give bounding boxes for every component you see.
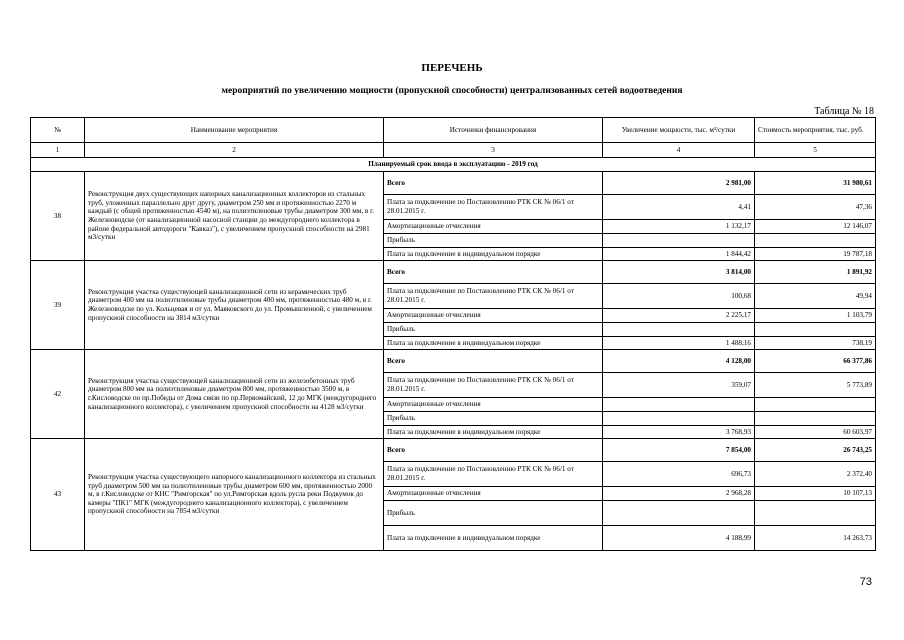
cost-value: 738,19 [755, 337, 876, 350]
measure-number: 42 [31, 350, 85, 439]
funding-source: Амортизационные отчисления [384, 220, 603, 234]
cost-value: 66 377,86 [755, 350, 876, 373]
column-header: Источники финансирования [384, 118, 603, 143]
capacity-value: 100,68 [603, 284, 755, 309]
cost-value [755, 412, 876, 426]
measure-name: Реконструкция двух существующих напорных канализационных коллекторов из стальных труб, уложенных параллельно друг другу, диаметром 250 мм и протяженностью 2270 м каждый (с общей протяженностью 4540 м), на полиэтиленовые трубы диаметром 300 мм, в г. Железноводске (от канализационной насосной станции до междугороднего коллектора в районе федеральной автодороги "Кавказ"), с увеличением пропускной способности на 2981 м3/сутки [85, 172, 384, 261]
capacity-value: 4 188,99 [603, 526, 755, 551]
capacity-value [603, 412, 755, 426]
column-number: 4 [603, 143, 755, 158]
capacity-value [603, 501, 755, 526]
cost-value: 49,94 [755, 284, 876, 309]
column-header: № [31, 118, 85, 143]
capacity-value: 2 981,00 [603, 172, 755, 195]
period-row [31, 158, 876, 172]
funding-source: Амортизационные отчисления [384, 487, 603, 501]
funding-source: Плата за подключение по Постановлению РТК СК № 06/1 от 28.01.2015 г. [384, 284, 603, 309]
cost-value: 14 263,73 [755, 526, 876, 551]
funding-source: Плата за подключение в индивидуальном порядке [384, 426, 603, 439]
column-number: 3 [384, 143, 603, 158]
table-row [31, 350, 876, 373]
capacity-value: 696,73 [603, 462, 755, 487]
capacity-value: 3 768,93 [603, 426, 755, 439]
funding-source: Плата за подключение по Постановлению РТК СК № 06/1 от 28.01.2015 г. [384, 373, 603, 398]
measure-number: 39 [31, 261, 85, 350]
funding-source: Плата за подключение в индивидуальном порядке [384, 337, 603, 350]
measures-table [30, 117, 876, 551]
measure-number: 43 [31, 439, 85, 551]
cost-value: 1 103,79 [755, 309, 876, 323]
page-number: 73 [859, 576, 872, 588]
measure-name: Реконструкция участка существующей канализационной сети из железобетонных труб диаметром 800 мм на полиэтиленовые диаметром 800 мм, протяженностью 3500 м, в г.Кисловодске по пр.Победы от Дома связи по пр.Первомайский, 12 до МГК (междугороднего канализационного коллектора), с увеличением пропускной способности на 4128 м3/сутки [85, 350, 384, 439]
funding-source: Всего [384, 350, 603, 373]
funding-source: Плата за подключение в индивидуальном порядке [384, 248, 603, 261]
cost-value: 19 787,18 [755, 248, 876, 261]
document-title: ПЕРЕЧЕНЬ [421, 62, 483, 74]
funding-source: Всего [384, 172, 603, 195]
table-row [31, 172, 876, 195]
period-label: Планируемый срок ввода в эксплуатацию - 2019 год [31, 158, 876, 172]
cost-value: 47,36 [755, 195, 876, 220]
funding-source: Амортизационные отчисления [384, 309, 603, 323]
cost-value: 26 743,25 [755, 439, 876, 462]
capacity-value: 7 854,00 [603, 439, 755, 462]
capacity-value: 3 814,00 [603, 261, 755, 284]
cost-value: 60 603,97 [755, 426, 876, 439]
cost-value: 1 891,92 [755, 261, 876, 284]
table-number: Таблица № 18 [814, 106, 874, 117]
column-number: 5 [755, 143, 876, 158]
funding-source: Прибыль [384, 323, 603, 337]
funding-source: Прибыль [384, 501, 603, 526]
capacity-value [603, 234, 755, 248]
measure-name: Реконструкция участка существующей канализационной сети из керамических труб диаметром 400 мм на полиэтиленовые трубы диаметром 400 мм, протяженностью 480 м, в г. Железноводске по ул. Кольцевая и от ул. Маяковского до ул. Промышленной, с увеличением пропускной способности на 3814 м3/сутки [85, 261, 384, 350]
column-header: Наименование мероприятия [85, 118, 384, 143]
cost-value [755, 501, 876, 526]
capacity-value: 1 844,42 [603, 248, 755, 261]
capacity-value: 2 225,17 [603, 309, 755, 323]
measure-number: 38 [31, 172, 85, 261]
funding-source: Плата за подключение по Постановлению РТК СК № 06/1 от 28.01.2015 г. [384, 195, 603, 220]
column-header: Увеличение мощности, тыс. м³/сутки [603, 118, 755, 143]
cost-value [755, 234, 876, 248]
capacity-value: 1 132,17 [603, 220, 755, 234]
cost-value [755, 398, 876, 412]
cost-value: 12 146,07 [755, 220, 876, 234]
cost-value: 31 980,61 [755, 172, 876, 195]
capacity-value: 1 488,16 [603, 337, 755, 350]
funding-source: Всего [384, 261, 603, 284]
funding-source: Всего [384, 439, 603, 462]
document-subtitle: мероприятий по увеличению мощности (пропускной способности) централизованных сетей водоотведения [221, 86, 683, 96]
table-row [31, 261, 876, 284]
capacity-value [603, 398, 755, 412]
funding-source: Амортизационные отчисления [384, 398, 603, 412]
column-header: Стоимость мероприятия, тыс. руб. [755, 118, 876, 143]
funding-source: Прибыль [384, 412, 603, 426]
column-number: 2 [85, 143, 384, 158]
column-number-row [31, 143, 876, 158]
capacity-value: 4 128,00 [603, 350, 755, 373]
capacity-value: 4,41 [603, 195, 755, 220]
funding-source: Прибыль [384, 234, 603, 248]
funding-source: Плата за подключение по Постановлению РТК СК № 06/1 от 28.01.2015 г. [384, 462, 603, 487]
capacity-value: 359,07 [603, 373, 755, 398]
funding-source: Плата за подключение в индивидуальном порядке [384, 526, 603, 551]
capacity-value [603, 323, 755, 337]
cost-value: 2 372,40 [755, 462, 876, 487]
cost-value: 5 773,89 [755, 373, 876, 398]
table-header-row [31, 118, 876, 143]
cost-value [755, 323, 876, 337]
capacity-value: 2 968,28 [603, 487, 755, 501]
column-number: 1 [31, 143, 85, 158]
cost-value: 10 107,13 [755, 487, 876, 501]
measure-name: Реконструкция участка существующего напорного канализационного коллектора из стальных труб диаметром 500 мм на полиэтиленовые трубы диаметром 600 мм, протяженностью 2000 м, в г.Кисловодске от КНС "Римгорская" по ул.Римгорская вдоль русла реки Подкумок до камеры "ПК1" МГК (междугороднего канализационного коллектора), с увеличением пропускной способности на 7854 м3/сутки [85, 439, 384, 551]
table-row [31, 439, 876, 462]
